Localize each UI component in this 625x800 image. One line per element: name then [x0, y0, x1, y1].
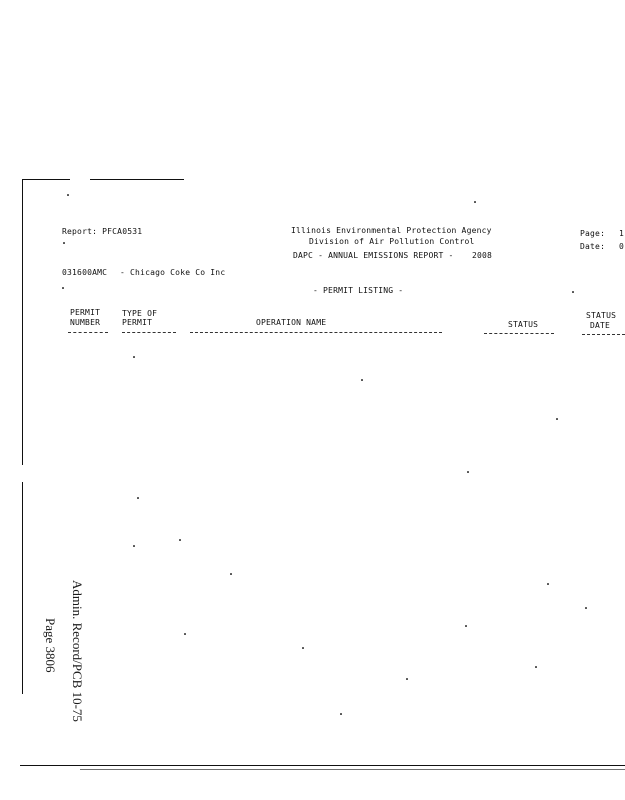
scan-speck: [302, 647, 304, 649]
report-id: Report: PFCA0531: [62, 227, 143, 236]
facility-name: - Chicago Coke Co Inc: [120, 268, 226, 277]
division-name: Division of Air Pollution Control: [309, 237, 475, 246]
date-label: Date:: [580, 242, 606, 251]
col-status: STATUS: [508, 320, 539, 329]
underline-permit-type: [122, 332, 176, 333]
scan-speck: [361, 379, 363, 381]
col-operation-name: OPERATION NAME: [256, 318, 327, 327]
scan-speck: [556, 418, 558, 420]
scan-speck: [572, 291, 574, 293]
section-title: - PERMIT LISTING -: [313, 286, 404, 295]
date-value: 0: [619, 242, 625, 251]
admin-record-stamp: Admin. Record/PCB 10-75: [70, 580, 85, 722]
frame-left-rule-lower: [22, 482, 23, 694]
underline-status-date: [582, 334, 625, 335]
col-status-date-line2: DATE: [590, 321, 611, 330]
frame-bottom-rule: [20, 765, 625, 766]
scan-speck: [184, 633, 186, 635]
scan-speck: [340, 713, 342, 715]
scan-speck: [547, 583, 549, 585]
scan-speck: [137, 497, 139, 499]
underline-permit-number: [68, 332, 108, 333]
scan-speck: [67, 194, 69, 196]
admin-record-page: Page 3806: [43, 618, 58, 673]
scan-speck: [467, 471, 469, 473]
frame-top-mid-rule: [90, 179, 184, 180]
agency-name: Illinois Environmental Protection Agency: [291, 226, 492, 235]
col-permit-type-line1: TYPE OF: [122, 309, 158, 318]
col-permit-number-line1: PERMIT: [70, 308, 101, 317]
col-permit-type-line2: PERMIT: [122, 318, 153, 327]
frame-bottom-rule-2: [80, 769, 625, 770]
underline-status: [484, 333, 554, 334]
col-status-date-line1: STATUS: [586, 311, 617, 320]
page-label: Page:: [580, 229, 606, 238]
scan-speck: [474, 201, 476, 203]
facility-id: 031600AMC: [62, 268, 108, 277]
scan-speck: [133, 356, 135, 358]
scan-speck: [585, 607, 587, 609]
scan-speck: [465, 625, 467, 627]
scan-speck: [62, 287, 64, 289]
scan-speck: [406, 678, 408, 680]
scan-speck: [230, 573, 232, 575]
frame-top-left-rule: [22, 179, 70, 180]
scan-speck: [63, 242, 65, 244]
scan-speck: [133, 545, 135, 547]
report-year: 2008: [472, 251, 493, 260]
scan-speck: [179, 539, 181, 541]
underline-operation-name: [190, 332, 442, 333]
frame-left-rule-upper: [22, 179, 23, 465]
page-value: 1: [619, 229, 625, 238]
col-permit-number-line2: NUMBER: [70, 318, 101, 327]
report-title: DAPC - ANNUAL EMISSIONS REPORT -: [293, 251, 454, 260]
scan-speck: [535, 666, 537, 668]
